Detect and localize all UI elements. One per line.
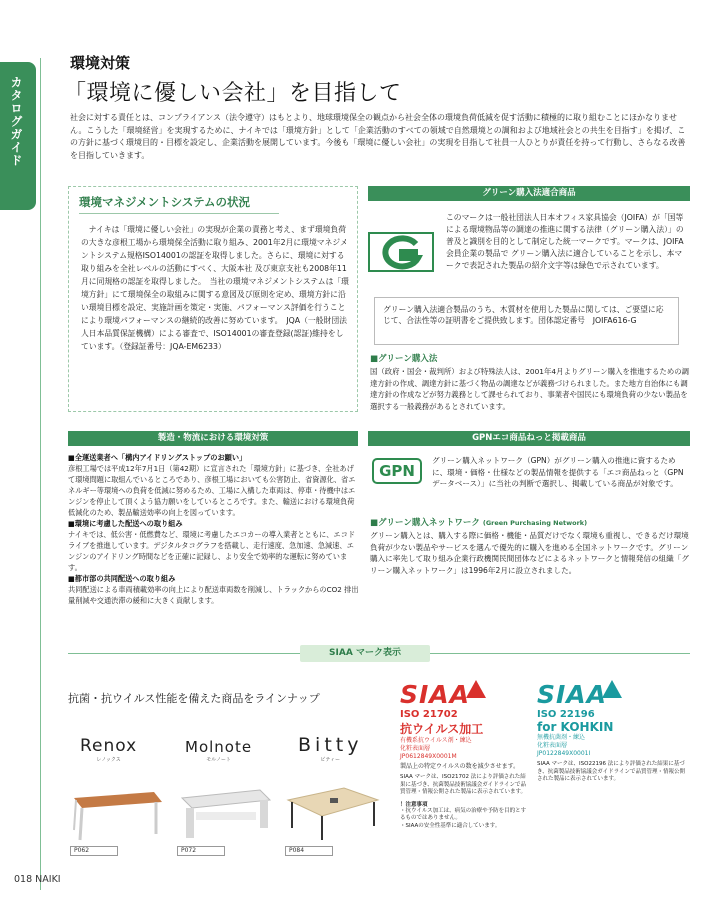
renox-desk-image	[68, 776, 164, 842]
page-number: 018	[14, 874, 33, 885]
logistics-h1: ■全運送業者へ「構内アイドリングストップのお願い」	[68, 453, 247, 462]
siaa-antivirus-icon	[464, 678, 488, 700]
siaa-mark-antibacterial: SIAA ISO 22196 for KOHKIN 無機抗菌剤・練込 化粧表面層 JP0122849X0001I SIAA マークは、ISO22196 法により評価された結果に基づき、抗菌製品技術協議会ガイドラインで品質管理・情報公開された製品に表示されています。	[537, 680, 685, 782]
molnote-desk-image	[176, 776, 272, 842]
page-link-renox[interactable]: P062	[70, 846, 118, 856]
logistics-content	[68, 452, 360, 606]
siaa-bar: SIAA マーク表示	[300, 645, 430, 662]
green-text: このマークは一般社団法人日本オフィス家具協会（JOIFA）が「国等による環境物品等の調達の推進に関する法律（グリーン購入法）」の普及と識別を目的として制定した統一マークです。マークは、JOIFA 会員企業の製品で グリーン購入法に適合していることを示し、本マークで表記された製品の紹介文字等は緑色で示されています。	[446, 213, 684, 270]
footer	[14, 874, 61, 885]
section-title: 環境対策	[70, 54, 131, 72]
lineup-text: 抗菌・抗ウイルス性能を備えた商品をラインナップ	[68, 692, 320, 705]
green-bar: グリーン購入法適合商品	[368, 186, 690, 201]
gpn-bar: GPNエコ商品ねっと掲載商品	[368, 431, 690, 446]
ems-box	[68, 186, 358, 412]
law-text: 国（政府・国会・裁判所）および特殊法人は、2001年4月よりグリーン購入を推進するための調達方針の作成、調達方針に基づく物品の調達などが義務づけられました。また地方自治体にも調達方針の作成などが努力義務として課せられており、事業者や国民にも環境負荷の少ない製品を選択する一般義務があるとされています。	[370, 367, 689, 411]
logistics-h3: ■都市部の共同配送への取り組み	[68, 574, 176, 583]
intro-text: 社会に対する責任とは、コンプライアンス（法令遵守）はもとより、地球環境保全の観点から社会全体の環境負荷低減を促す活動に積極的に取り組むことにほかなりません。こうした「環境経営」を実現するために、ナイキでは「環境方針」として「企業活動のすべての領域で自然環境との調和および地域社会との共生を目指す」を掲げ、この方針に基づく環境目的・目標を設定し、企業活動を展開しています。今後も「環境に優しい会社」の実現を目指して社員一人ひとりが責任を持って行動し、さらなる改善を目指していきます。	[70, 113, 686, 160]
gpn-net-title: ■グリーン購入ネットワーク (Green Purchasing Network)	[370, 518, 588, 528]
product-renox[interactable]: Renox レノックス	[80, 736, 138, 763]
gpn-net-text: グリーン購入とは、購入する際に価格・機能・品質だけでなく環境も重視し、できるだけ環境負荷が少ない製品やサービスを選んで優先的に購入を進める全国ネットワークです。グリーン購入に率先して取り組み企業行政機関民間団体などによるネットワークと情報発信の組織「グリーン購入ネットワーク」は1996年2月に設立されました。	[370, 531, 689, 575]
bitty-desk-image	[284, 776, 380, 842]
ems-text: ナイキは「環境に優しい会社」の実現が企業の責務と考え、まず環境負荷の大きな彦根工場から環境保全活動に取り組み、2001年2月に環境マネジメントシステム規格ISO14001の認証を取得しました。さらに、環境に対する取り組みを全社レベルの活動にすべく、大阪本社 及び東京支社も2008年11月に同規格の認証を取得しました。 当社の環境マネジメントシステムは「環境方針」にて環境保全の取組みに関する意図及び原則を定め、環境方針に沿い環境目標を設定、実施計画を策定・実施、パフォーマンス評価を行うことにより環境パフォーマンスの継続的改善に努めています。 JQA（一般財団法人日本品質保証機構）による審査で、ISO14001の審査登録(認証)維持をしています。（登録証番号：JQA-EM6233）	[81, 225, 349, 351]
siaa-antibacterial-icon	[600, 678, 624, 700]
logistics-p3: 共同配送による車両積載効率の向上により配送車両数を削減し、トラックからのCO2 排出量削減や交通渋滞の緩和に大きく貢献します。	[68, 585, 359, 605]
page-title: 「環境に優しい会社」を目指して	[64, 81, 402, 106]
gpn-text: グリーン購入ネットワーク（GPN）がグリーン購入の推進に資するために、環境・価格・仕様などの製品情報を提供する「エコ商品ねっと（GPN データベース）」に当社の判断で選択し、掲載している商品が対象です。	[432, 456, 684, 488]
page-link-bitty[interactable]: P084	[285, 846, 333, 856]
logistics-h2: ■環境に考慮した配送への取り組み	[68, 519, 183, 528]
green-purchase-mark-icon	[368, 232, 434, 272]
green-note: グリーン購入法適合製品のうち、木質材を使用した製品に関しては、ご要望に応じて、合法性等の証明書をご提供致します。団体認定番号 JOIFA616-G	[374, 297, 679, 345]
footer-brand: NAIKI	[35, 874, 61, 885]
product-bitty[interactable]: Bitty ビティー	[298, 734, 363, 763]
side-tab[interactable]: カタログガイド	[0, 62, 36, 210]
gpn-logo: GPN	[372, 458, 422, 484]
logistics-p1: 彦根工場では平成12年7月1日（第42期）に宣言された「環境方針」に基づき、全社あげて環境問題に取組んでいるところであり、彦根工場においても公害防止、省資源化、省エネルギー等環境への負荷を低減に努めるため、工場に入構した車両は、停車・待機中はエンジンを停止して頂くよう協力願いをしているところです。また、輸送における環境負荷低減化のため、製品輸送効率の向上を図っています。	[68, 464, 356, 517]
page-link-molnote[interactable]: P072	[177, 846, 225, 856]
ems-title: 環境マネジメントシステムの状況	[79, 195, 251, 209]
logistics-p2: ナイキでは、低公害・低燃費など、環境に考慮したエコカーの導入業者とともに、エコドライブを推進しています。デジタルタコグラフを搭載し、走行速度、急加速、急減速、エンジンのアイドリング時間などを正確に記録し、より安全で効率的な運転に努めています。	[68, 530, 356, 572]
law-title: ■グリーン購入法	[370, 354, 438, 364]
product-molnote[interactable]: Molnote モルノート	[185, 738, 253, 763]
divider	[40, 58, 41, 890]
logistics-bar: 製造・物流における環境対策	[68, 431, 358, 446]
siaa-mark-antivirus: SIAA ISO 21702 抗ウイルス加工 有機系抗ウイルス剤・練込 化粧表面層 JP0612849X0001M 製品上の特定ウイルスの数を減少させます。 SIAA マークは、ISO21702 法により評価された結果に基づき、抗菌製品技術協議会ガイドラインで品質管理・情報公開された製品に表示されています。 ！注意事項 ・抗ウイルス加工は、病気の治療や予防を目的とするものではありません。 ・SIAAの安全性基準に適合しています。	[400, 680, 527, 829]
